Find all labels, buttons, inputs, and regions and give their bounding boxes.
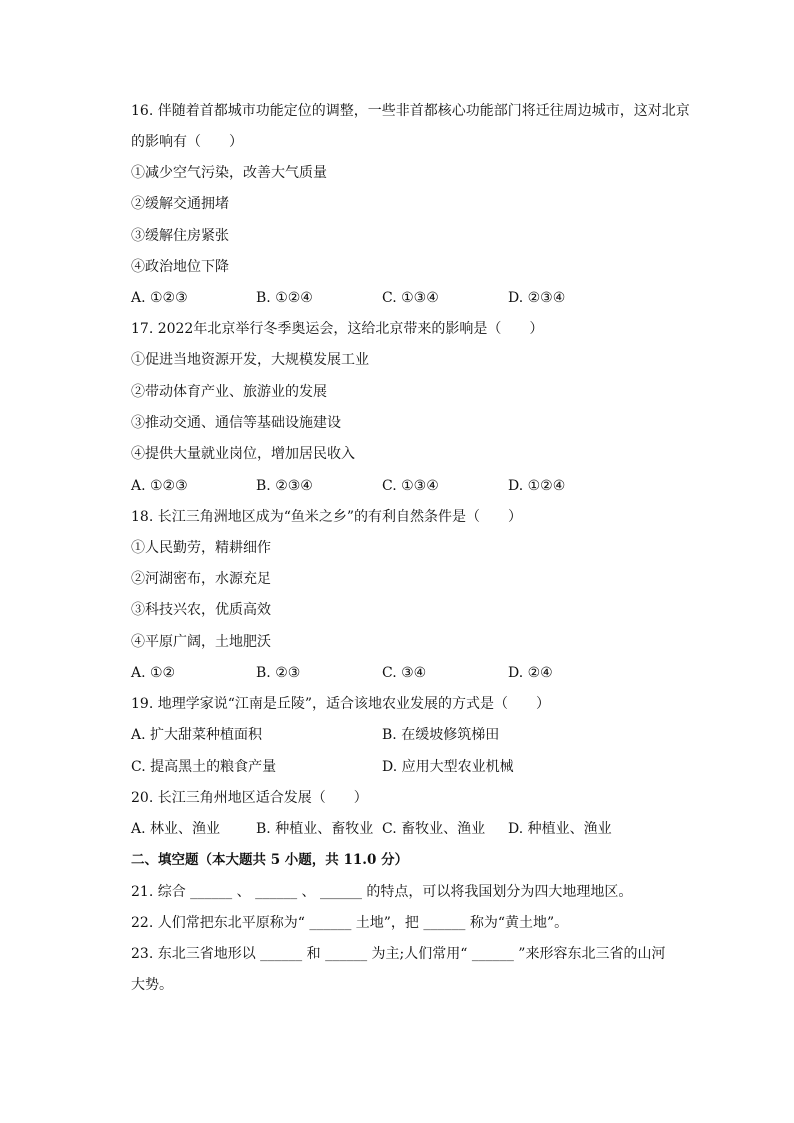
q19-option-d[interactable]: D. 应用大型农业机械 — [382, 759, 514, 775]
q17-stem: 17. 2022年北京举行冬季奥运会，这给北京带来的影响是（ ） — [131, 321, 544, 337]
q18-stem: 18. 长江三角洲地区成为“鱼米之乡”的有利自然条件是（ ） — [131, 509, 523, 525]
q21-text: 21. 综合 ______ 、 ______ 、 ______ 的特点，可以将我国划分为四大地理地区。 — [131, 884, 633, 900]
q23-text-line2: 大势。 — [131, 977, 173, 993]
q19-option-c[interactable]: C. 提高黑土的粮食产量 — [131, 759, 277, 775]
q16-stem-line2: 的影响有（ ） — [131, 134, 243, 150]
q19-option-b[interactable]: B. 在缓坡修筑梯田 — [382, 727, 500, 743]
q20-option-d[interactable]: D. 种植业、渔业 — [508, 821, 612, 837]
q17-item-3: ③推动交通、通信等基础设施建设 — [131, 415, 341, 431]
q17-item-1: ①促进当地资源开发，大规模发展工业 — [131, 352, 369, 368]
section-heading-fill-in: 二、填空题（本大题共 5 小题，共 11.0 分） — [131, 852, 409, 868]
q16-option-a[interactable]: A. ①②③ — [131, 290, 188, 306]
q17-option-d[interactable]: D. ①②④ — [508, 478, 566, 494]
q17-option-b[interactable]: B. ②③④ — [256, 478, 313, 494]
q16-option-d[interactable]: D. ②③④ — [508, 290, 566, 306]
q16-item-3: ③缓解住房紧张 — [131, 228, 229, 244]
q16-item-4: ④政治地位下降 — [131, 259, 229, 275]
q20-option-a[interactable]: A. 林业、渔业 — [131, 821, 221, 837]
q16-stem-line1: 16. 伴随着首都城市功能定位的调整，一些非首都核心功能部门将迁往周边城市，这对北京 — [131, 103, 690, 119]
q19-option-a[interactable]: A. 扩大甜菜种植面积 — [131, 727, 263, 743]
q17-option-a[interactable]: A. ①②③ — [131, 478, 188, 494]
q16-option-c[interactable]: C. ①③④ — [382, 290, 439, 306]
q16-item-1: ①减少空气污染，改善大气质量 — [131, 165, 327, 181]
q23-text-line1: 23. 东北三省地形以 ______ 和 ______ 为主;人们常用“ ______ ”来形容东北三省的山河 — [131, 946, 666, 962]
q18-item-2: ②河湖密布，水源充足 — [131, 571, 271, 587]
q18-option-c[interactable]: C. ③④ — [382, 665, 427, 681]
q20-option-c[interactable]: C. 畜牧业、渔业 — [382, 821, 486, 837]
q17-item-4: ④提供大量就业岗位，增加居民收入 — [131, 446, 355, 462]
q16-item-2: ②缓解交通拥堵 — [131, 196, 229, 212]
q20-stem: 20. 长江三角州地区适合发展（ ） — [131, 790, 368, 806]
q20-option-b[interactable]: B. 种植业、畜牧业 — [256, 821, 374, 837]
q18-item-3: ③科技兴农，优质高效 — [131, 602, 271, 618]
q18-option-b[interactable]: B. ②③ — [256, 665, 301, 681]
q18-option-a[interactable]: A. ①② — [131, 665, 176, 681]
q22-text: 22. 人们常把东北平原称为“ ______ 土地”，把 ______ 称为“黄土地”。 — [131, 915, 569, 931]
q18-item-4: ④平原广阔，土地肥沃 — [131, 634, 271, 650]
q19-stem: 19. 地理学家说“江南是丘陵”，适合该地农业发展的方式是（ ） — [131, 696, 551, 712]
q18-option-d[interactable]: D. ②④ — [508, 665, 553, 681]
q17-option-c[interactable]: C. ①③④ — [382, 478, 439, 494]
q16-option-b[interactable]: B. ①②④ — [256, 290, 313, 306]
q18-item-1: ①人民勤劳，精耕细作 — [131, 540, 271, 556]
q17-item-2: ②带动体育产业、旅游业的发展 — [131, 384, 327, 400]
